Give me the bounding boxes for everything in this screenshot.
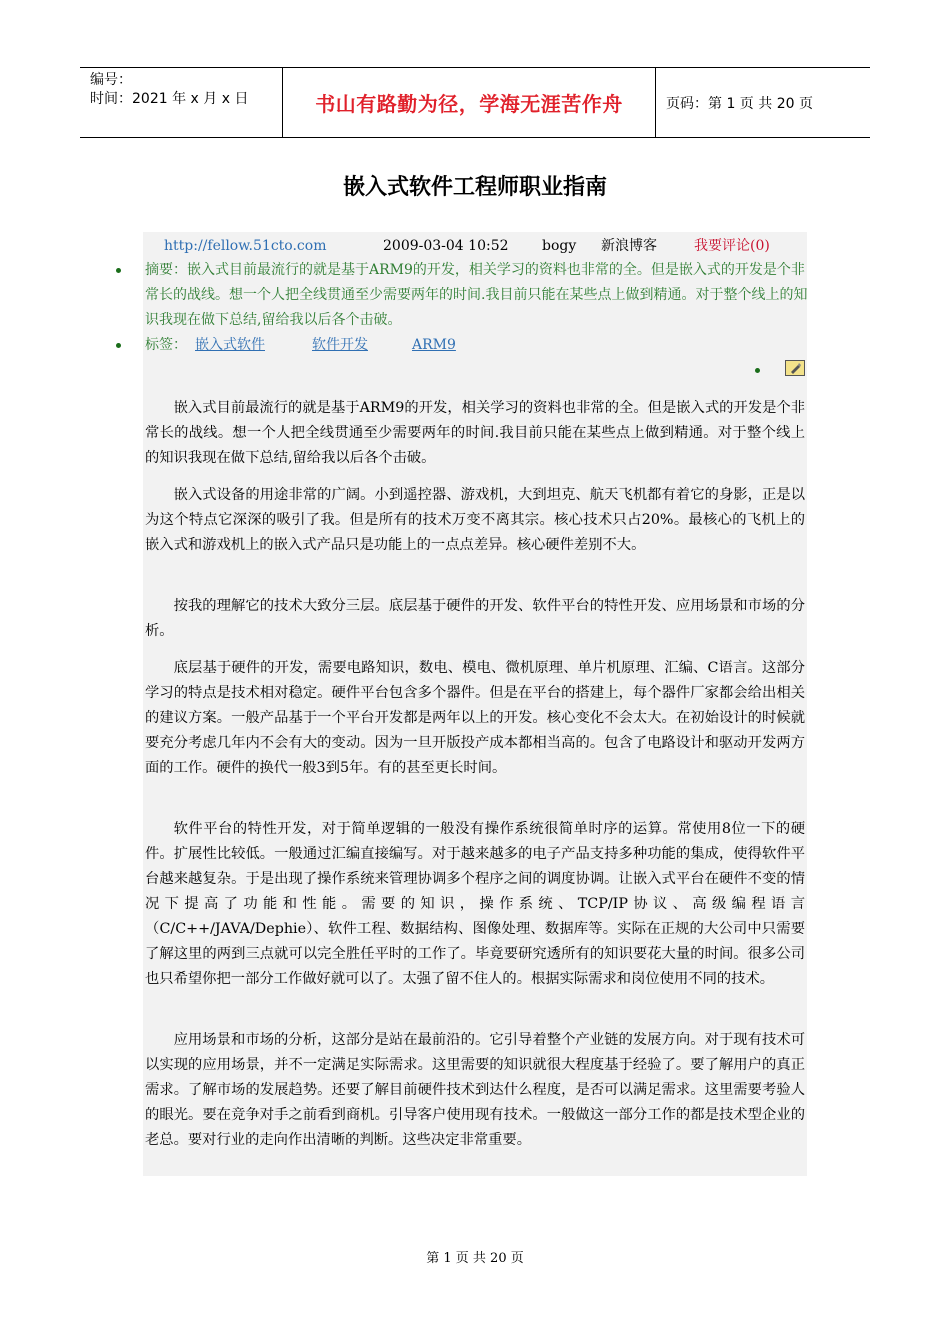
- paragraph: 底层基于硬件的开发，需要电路知识，数电、模电、微机原理、单片机原理、汇编、C语言。这部分学习的特点是技术相对稳定。硬件平台包含多个器件。但是在平台的搭建上，每个器件厂家都会给出相关的建议方案。一般产品基于一个平台开发都是两年以上的开发。核心变化不会太大。在初始设计的时候就要充分考虑几年内不会有大的变动。因为一旦开版投产成本都相当高的。包含了电路设计和驱动开发两方面的工作。硬件的换代一般3到5年。有的甚至更长时间。: [145, 660, 805, 776]
- paragraph: 嵌入式设备的用途非常的广阔。小到遥控器、游戏机，大到坦克、航天飞机都有着它的身影，正是以为这个特点它深深的吸引了我。但是所有的技术万变不离其宗。核心技术只占20%。最核心的飞机上的嵌入式和游戏机上的嵌入式产品只是功能上的一点点差异。核心硬件差别不大。: [145, 487, 805, 553]
- article-meta: [143, 234, 807, 258]
- comment-link[interactable]: 我要评论(0): [694, 238, 770, 254]
- doc-time-label: 时间：2021 年 x 月 x 日: [90, 91, 249, 107]
- header-motto: 书山有路勤为径，学海无涯苦作舟: [315, 92, 623, 116]
- tags-bullet: [116, 343, 121, 348]
- blog-name[interactable]: 新浪博客: [601, 238, 657, 254]
- page-title: 嵌入式软件工程师职业指南: [342, 175, 607, 200]
- article-tags: [145, 333, 456, 358]
- paragraph: 软件平台的特性开发，对于简单逻辑的一般没有操作系统很简单时序的运算。常使用8位一下的硬件。扩展性比较低。一般通过汇编直接编写。对于越来越多的电子产品支持多种功能的集成，使得软件平台越来越复杂。于是出现了操作系统来管理协调多个程序之间的调度协调。让嵌入式平台在硬件不变的情况下提高了功能和性能。需要的知识，操作系统、TCP/IP协议、高级编程语言（C/C++/JAVA/Dephie）、软件工程、数据结构、图像处理、数据库等。实际在正规的大公司中只需要了解这里的两到三点就可以完全胜任平时的工作了。毕竟要研究透所有的知识要花大量的时间。很多公司也只希望你把一部分工作做好就可以了。太强了留不住人的。根据实际需求和岗位使用不同的技术。: [145, 821, 805, 987]
- header-page-cell: [666, 68, 870, 137]
- tag-link[interactable]: 嵌入式软件: [195, 337, 265, 353]
- source-url-link[interactable]: http://fellow.51cto.com: [164, 238, 327, 254]
- paragraph: 按我的理解它的技术大致分三层。底层基于硬件的开发、软件平台的特性开发、应用场景和市场的分析。: [145, 598, 805, 639]
- paragraph: 应用场景和市场的分析，这部分是站在最前沿的。它引导着整个产业链的发展方向。对于现有技术可以实现的应用场景，并不一定满足实际需求。这里需要的知识就很大程度基于经验了。要了解用户的真正需求。了解市场的发展趋势。还要了解目前硬件技术到达什么程度，是否可以满足需求。这里需要考验人的眼光。要在竞争对手之前看到商机。引导客户使用现有技术。一般做这一部分工作的都是技术型企业的老总。要对行业的走向作出清晰的判断。这些决定非常重要。: [145, 1032, 805, 1148]
- page-footer: 第 1 页 共 20 页: [426, 1251, 524, 1266]
- header-page-info: 页码：第 1 页 共 20 页: [666, 95, 813, 112]
- header-motto-cell: [283, 68, 656, 137]
- article-summary: 摘要：嵌入式目前最流行的就是基于ARM9的开发，相关学习的资料也非常的全。但是嵌入式的开发是个非常长的战线。想一个人把全线贯通至少需要两年的时间.我目前只能在某些点上做到精通。对于整个线上的知识我现在做下总结,留给我以后各个击破。: [145, 262, 808, 328]
- header-meta-cell: [80, 68, 283, 137]
- tag-link[interactable]: 软件开发: [312, 337, 368, 353]
- edit-icon[interactable]: [785, 360, 805, 376]
- author-name[interactable]: bogy: [542, 238, 577, 254]
- tags-label: 标签：: [145, 337, 187, 353]
- paragraph: 嵌入式目前最流行的就是基于ARM9的开发，相关学习的资料也非常的全。但是嵌入式的开发是个非常长的战线。想一个人把全线贯通至少需要两年的时间.我目前只能在某些点上做到精通。对于整个线上的知识我现在做下总结,留给我以后各个击破。: [145, 400, 805, 466]
- tag-link[interactable]: ARM9: [412, 337, 456, 353]
- summary-bullet: [116, 268, 121, 273]
- toolbar-bullet: [755, 368, 760, 373]
- publish-datetime: 2009-03-04 10:52: [383, 238, 509, 254]
- doc-number-label: 编号：: [90, 72, 132, 88]
- document-header: [80, 67, 870, 138]
